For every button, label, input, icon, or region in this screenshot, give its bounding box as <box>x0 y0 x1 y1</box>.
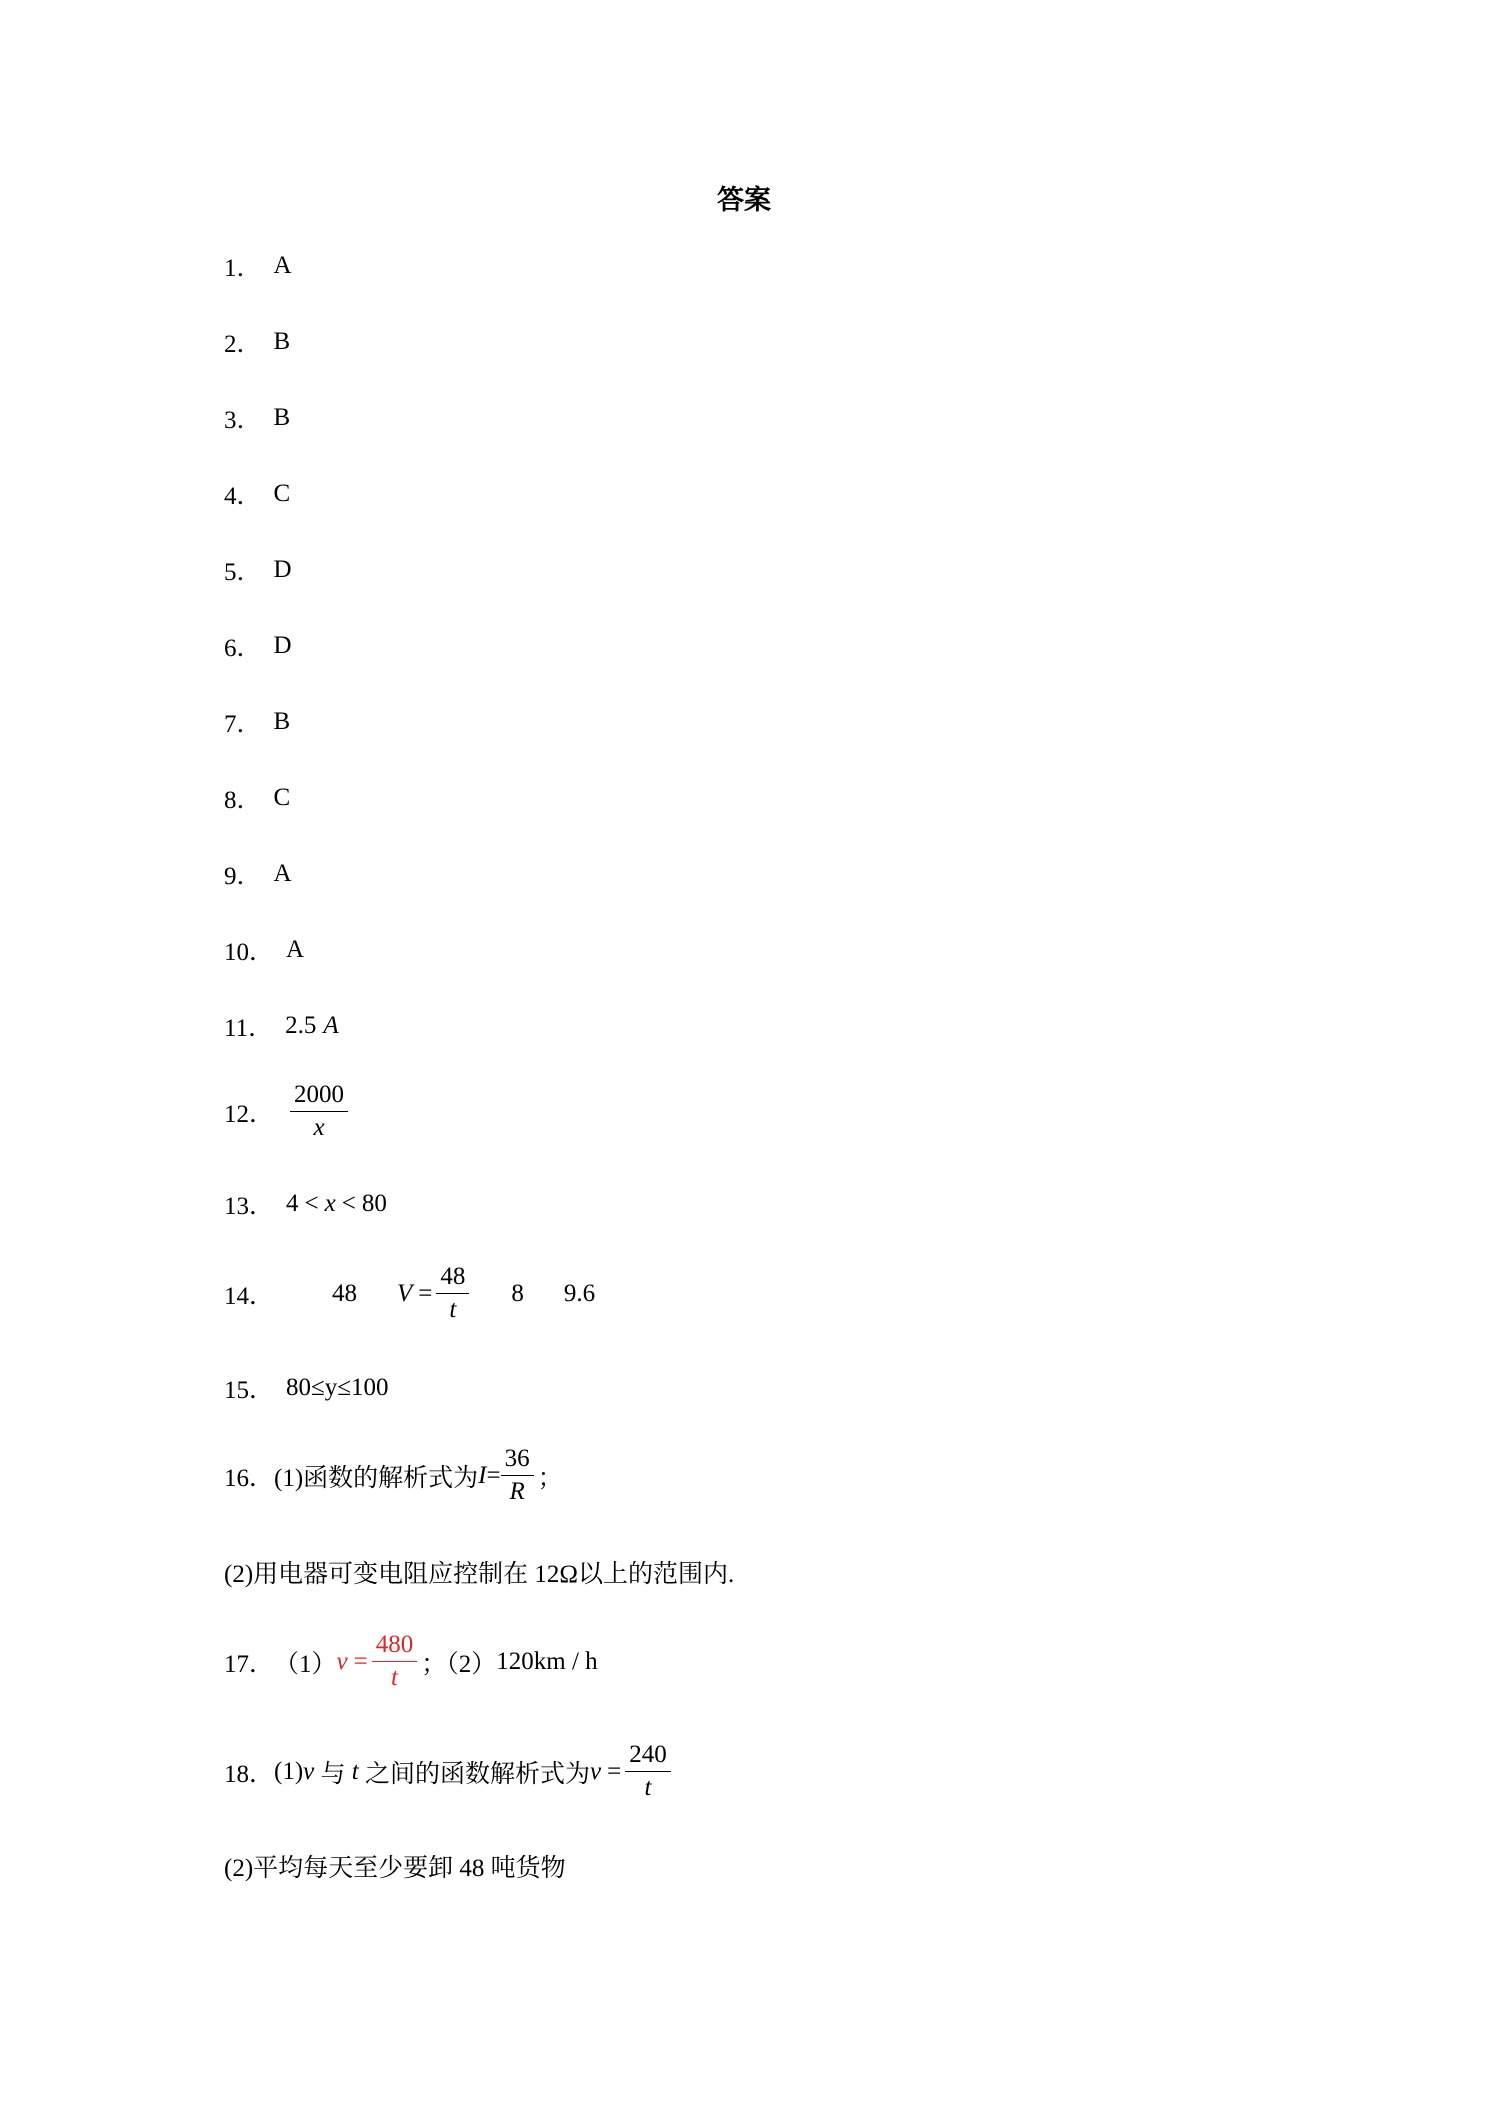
variable-t: t <box>351 1757 359 1785</box>
part-label-1: (1) <box>274 1757 304 1785</box>
answer-number: 9． <box>224 863 262 890</box>
answer-number: 1． <box>224 255 262 282</box>
answer-16 <box>224 1446 563 1506</box>
variable-v: v <box>303 1757 315 1785</box>
list-item <box>224 552 292 588</box>
answer-number: 16． <box>224 1464 275 1492</box>
part-label-1: （1） <box>274 1650 337 1678</box>
answer-value: 120km / h <box>496 1647 598 1675</box>
answer-text: (2)用电器可变电阻应控制在 12Ω以上的范围内. <box>224 1561 735 1588</box>
answer-number: 5． <box>224 559 262 586</box>
answer-value: C <box>273 480 291 507</box>
answer-17 <box>224 1632 598 1692</box>
fraction <box>290 1082 348 1142</box>
answer-text: (1)函数的解析式为 <box>274 1464 479 1492</box>
answer-value: D <box>273 632 292 659</box>
fraction <box>625 1742 671 1802</box>
equals-sign: = <box>486 1461 501 1489</box>
formula-variable: v <box>336 1647 348 1675</box>
formula-variable: I <box>478 1461 487 1489</box>
fraction-numerator: 240 <box>625 1742 671 1772</box>
answer-number: 6． <box>224 635 262 662</box>
formula-variable: v <box>590 1757 602 1785</box>
answer-14 <box>224 1264 595 1324</box>
list-item <box>224 248 292 284</box>
blank-answer-3: 8 <box>511 1279 524 1307</box>
answer-value: B <box>273 328 291 355</box>
blank-answer-1: 48 <box>332 1279 358 1307</box>
answer-number: 10． <box>224 939 275 966</box>
answer-number: 11． <box>224 1015 274 1042</box>
fraction-numerator: 480 <box>372 1632 418 1662</box>
list-item <box>224 324 290 360</box>
fraction-denominator: x <box>313 1114 325 1142</box>
equals-sign: = <box>353 1647 368 1675</box>
fraction-denominator: R <box>509 1478 525 1506</box>
fraction <box>501 1446 534 1506</box>
page-title: 答案 <box>717 185 771 216</box>
answer-value: 80≤y≤100 <box>286 1374 389 1401</box>
answer-11 <box>224 1008 339 1044</box>
fraction <box>372 1632 418 1692</box>
less-than-symbol: < <box>341 1190 356 1217</box>
answer-number: 14． <box>224 1282 275 1310</box>
less-than-symbol: < <box>304 1190 319 1217</box>
answer-value: A <box>273 252 292 279</box>
answer-number: 4． <box>224 483 262 510</box>
part-label-2: ；（2） <box>421 1650 497 1678</box>
inequality-left: 4 <box>286 1190 299 1217</box>
answer-number: 13． <box>224 1193 275 1220</box>
fraction-denominator: t <box>644 1774 652 1802</box>
inequality-right: 80 <box>361 1190 387 1217</box>
answer-number: 18． <box>224 1760 275 1788</box>
answer-number: 15． <box>224 1377 275 1404</box>
answer-number: 7． <box>224 711 262 738</box>
equals-sign: = <box>607 1757 622 1785</box>
formula-variable: V <box>397 1279 413 1307</box>
list-item <box>224 780 290 816</box>
list-item <box>224 476 290 512</box>
answer-13 <box>224 1186 387 1222</box>
answer-18-part-2 <box>224 1848 566 1884</box>
blank-answer-4: 9.6 <box>563 1279 596 1307</box>
answer-value: B <box>273 708 291 735</box>
answer-value: D <box>273 556 292 583</box>
fraction-numerator: 2000 <box>290 1082 348 1112</box>
fraction <box>436 1264 469 1324</box>
fraction-denominator: t <box>391 1664 398 1692</box>
answer-value: A <box>286 936 305 963</box>
answer-15 <box>224 1370 388 1406</box>
fraction-numerator: 48 <box>436 1264 469 1294</box>
list-item <box>224 932 304 968</box>
answer-16-part-2 <box>224 1554 734 1590</box>
unit-variable: A <box>323 1012 339 1039</box>
answer-number: 2． <box>224 331 262 358</box>
fraction-numerator: 36 <box>501 1446 534 1476</box>
list-item <box>224 704 290 740</box>
answer-value: C <box>273 784 291 811</box>
list-item <box>224 856 292 892</box>
answer-number: 3． <box>224 407 262 434</box>
answer-value: B <box>273 404 291 431</box>
list-item <box>224 400 290 436</box>
semicolon: ； <box>537 1464 563 1492</box>
answer-text: 之间的函数解析式为 <box>358 1760 591 1788</box>
answer-text: 与 <box>314 1760 352 1788</box>
equals-sign: = <box>418 1279 433 1307</box>
fraction-denominator: t <box>449 1296 457 1324</box>
list-item <box>224 628 292 664</box>
answer-number: 12． <box>224 1100 275 1128</box>
answer-18 <box>224 1742 675 1802</box>
answer-number: 8． <box>224 787 262 814</box>
answer-number: 17． <box>224 1650 275 1678</box>
answer-value: 2.5 <box>285 1012 317 1039</box>
answer-text: (2)平均每天至少要卸 48 吨货物 <box>224 1855 566 1882</box>
answer-12 <box>224 1082 352 1142</box>
answer-value: A <box>273 860 292 887</box>
inequality-variable: x <box>324 1190 336 1217</box>
